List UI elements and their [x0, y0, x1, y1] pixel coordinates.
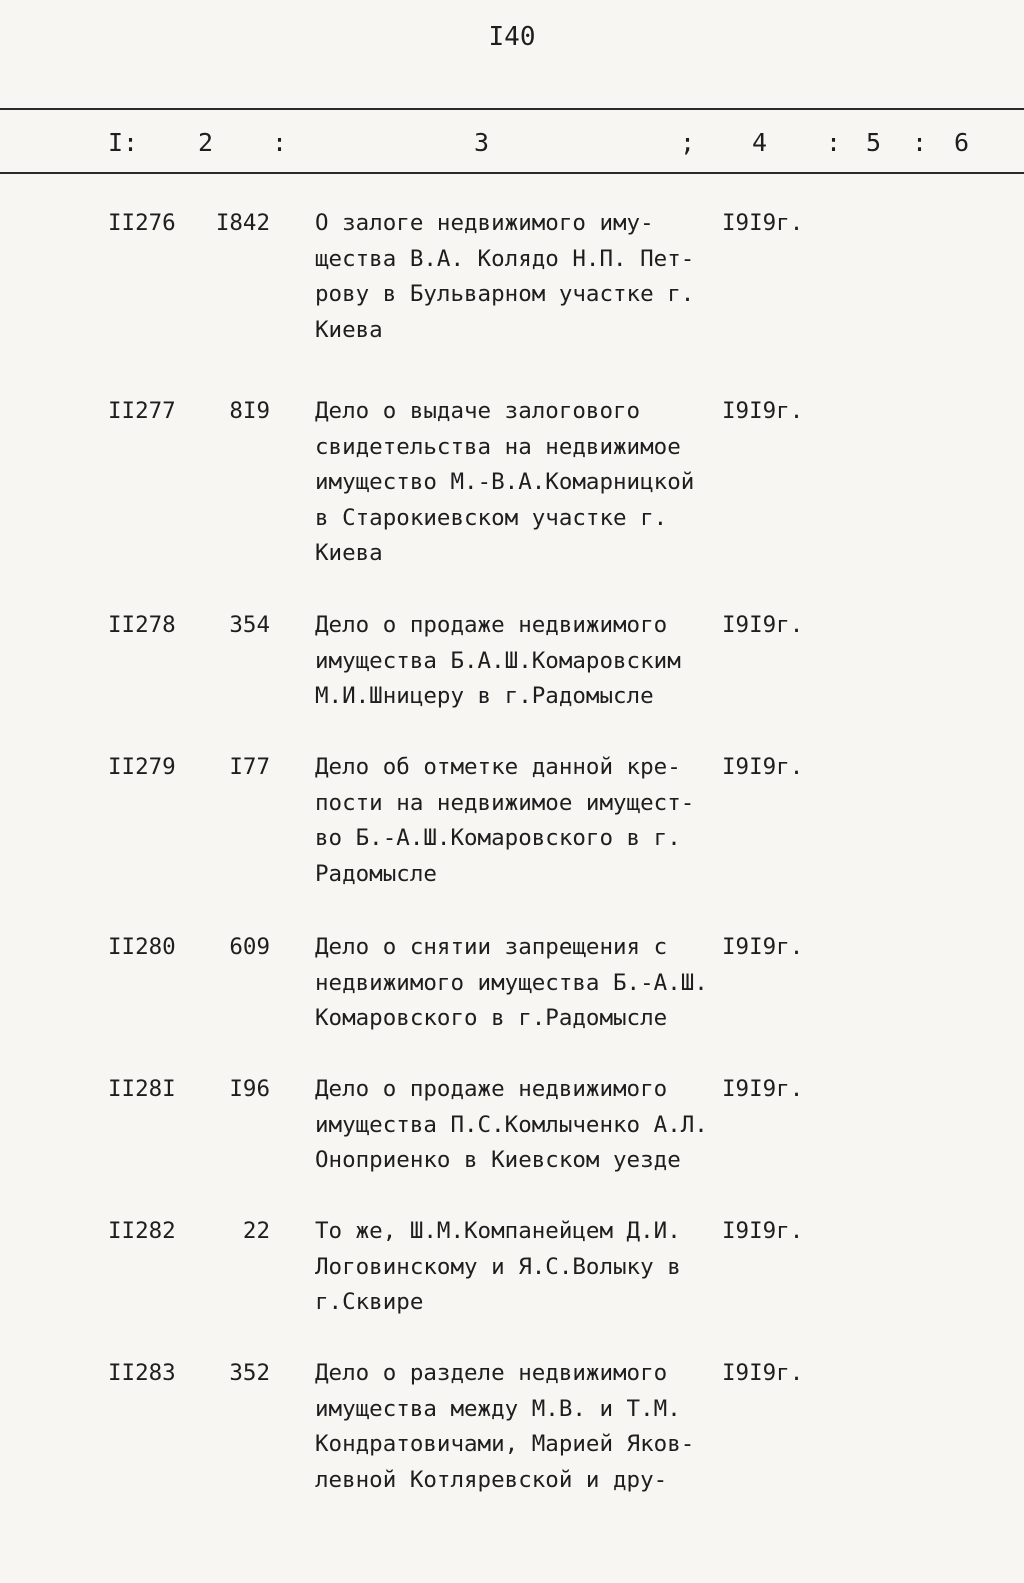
- record-year: I9I9г.: [722, 210, 804, 236]
- record-title-line: Дело о разделе недвижимого: [315, 1360, 668, 1386]
- header-col-2: 2: [198, 128, 214, 157]
- record-title-line: имущества между М.В. и Т.М.: [315, 1395, 681, 1422]
- header-col-6: 6: [954, 128, 970, 157]
- record-row: [0, 1072, 1024, 1214]
- record-title-line: левной Котляревской и дру-: [315, 1466, 668, 1493]
- record-sheet-count: 8I9: [229, 398, 270, 424]
- record-title-line: пости на недвижимое имущест-: [315, 789, 695, 816]
- record-title-line: г.Сквире: [315, 1289, 424, 1315]
- record-title-line: рову в Бульварном участке г.: [315, 281, 695, 307]
- record-title-line: О залоге недвижимого иму-: [315, 210, 654, 236]
- header-col-4: 4: [752, 128, 768, 157]
- record-row: [0, 1214, 1024, 1356]
- page-number: I40: [488, 22, 536, 52]
- header-rule-bottom: [0, 172, 1024, 174]
- record-sheet-count: 352: [229, 1360, 270, 1386]
- header-rule-top: [0, 108, 1024, 110]
- record-number: II280: [108, 934, 176, 960]
- record-sheet-count: 22: [242, 1218, 270, 1244]
- record-year: I9I9г.: [722, 1076, 804, 1102]
- record-year: I9I9г.: [722, 398, 804, 424]
- record-number: II276: [108, 210, 176, 236]
- record-year: I9I9г.: [722, 754, 804, 780]
- record-title-line: Дело об отметке данной кре-: [315, 754, 681, 780]
- record-title-line: щества В.А. Колядо Н.П. Пет-: [315, 245, 695, 272]
- record-title-line: имущества П.С.Комлыченко А.Л.: [315, 1111, 708, 1138]
- record-title-line: Киева: [315, 540, 383, 566]
- record-title-line: Дело о снятии запрещения с: [315, 934, 668, 960]
- record-row: [0, 608, 1024, 750]
- record-title: [315, 608, 735, 715]
- record-title-line: недвижимого имущества Б.-А.Ш.: [315, 969, 708, 996]
- header-separator-3: :: [826, 128, 842, 157]
- header-col-5: 5: [866, 128, 882, 157]
- record-title-line: во Б.-А.Ш.Комаровского в г.: [315, 825, 681, 851]
- record-sheet-count: I77: [229, 754, 270, 780]
- record-year: I9I9г.: [722, 1360, 804, 1386]
- record-number: II279: [108, 754, 176, 780]
- record-list: [0, 206, 1024, 1506]
- record-sheet-count: I842: [215, 210, 270, 236]
- record-title: [315, 750, 735, 892]
- record-title-line: имущество М.-В.А.Комарницкой: [315, 469, 695, 495]
- record-year: I9I9г.: [722, 1218, 804, 1244]
- record-title-line: Радомысле: [315, 860, 437, 887]
- record-title-line: Дело о продаже недвижимого: [315, 1076, 668, 1102]
- record-title-line: М.И.Шницеру в г.Радомысле: [315, 683, 654, 709]
- record-title-line: имущества Б.А.Ш.Комаровским: [315, 647, 681, 674]
- record-row: [0, 1356, 1024, 1506]
- record-title-line: Логовинскому и Я.С.Волыку в: [315, 1253, 681, 1280]
- record-title-line: Оноприенко в Киевском уезде: [315, 1147, 681, 1173]
- record-title-line: Кондратовичами, Марией Яков-: [315, 1431, 695, 1457]
- record-row: [0, 394, 1024, 608]
- record-row: [0, 930, 1024, 1072]
- record-number: II277: [108, 398, 176, 424]
- header-col-1: I:: [108, 128, 139, 157]
- record-title-line: То же, Ш.М.Компанейцем Д.И.: [315, 1218, 681, 1244]
- header-separator-2: ;: [680, 128, 696, 157]
- record-title: [315, 206, 735, 348]
- header-separator-1: :: [272, 128, 288, 157]
- record-title-line: в Старокиевском участке г.: [315, 504, 668, 531]
- record-sheet-count: I96: [229, 1076, 270, 1102]
- record-title: [315, 1072, 735, 1179]
- record-title-line: Дело о выдаче залогового: [315, 398, 641, 424]
- record-number: II278: [108, 612, 176, 638]
- record-row: [0, 750, 1024, 930]
- record-sheet-count: 609: [229, 934, 270, 960]
- record-title: [315, 1214, 735, 1321]
- record-year: I9I9г.: [722, 612, 804, 638]
- record-number: II28I: [108, 1076, 176, 1102]
- record-sheet-count: 354: [229, 612, 270, 638]
- record-number: II283: [108, 1360, 176, 1386]
- record-title-line: свидетельства на недвижимое: [315, 433, 681, 460]
- header-col-3: 3: [474, 128, 490, 157]
- record-row: [0, 206, 1024, 394]
- record-title: [315, 394, 735, 572]
- record-title-line: Дело о продаже недвижимого: [315, 612, 668, 638]
- record-title: [315, 930, 735, 1037]
- record-title-line: Киева: [315, 316, 383, 343]
- record-title-line: Комаровского в г.Радомысле: [315, 1005, 668, 1031]
- record-title: [315, 1356, 735, 1498]
- record-number: II282: [108, 1218, 176, 1244]
- record-year: I9I9г.: [722, 934, 804, 960]
- header-separator-4: :: [912, 128, 928, 157]
